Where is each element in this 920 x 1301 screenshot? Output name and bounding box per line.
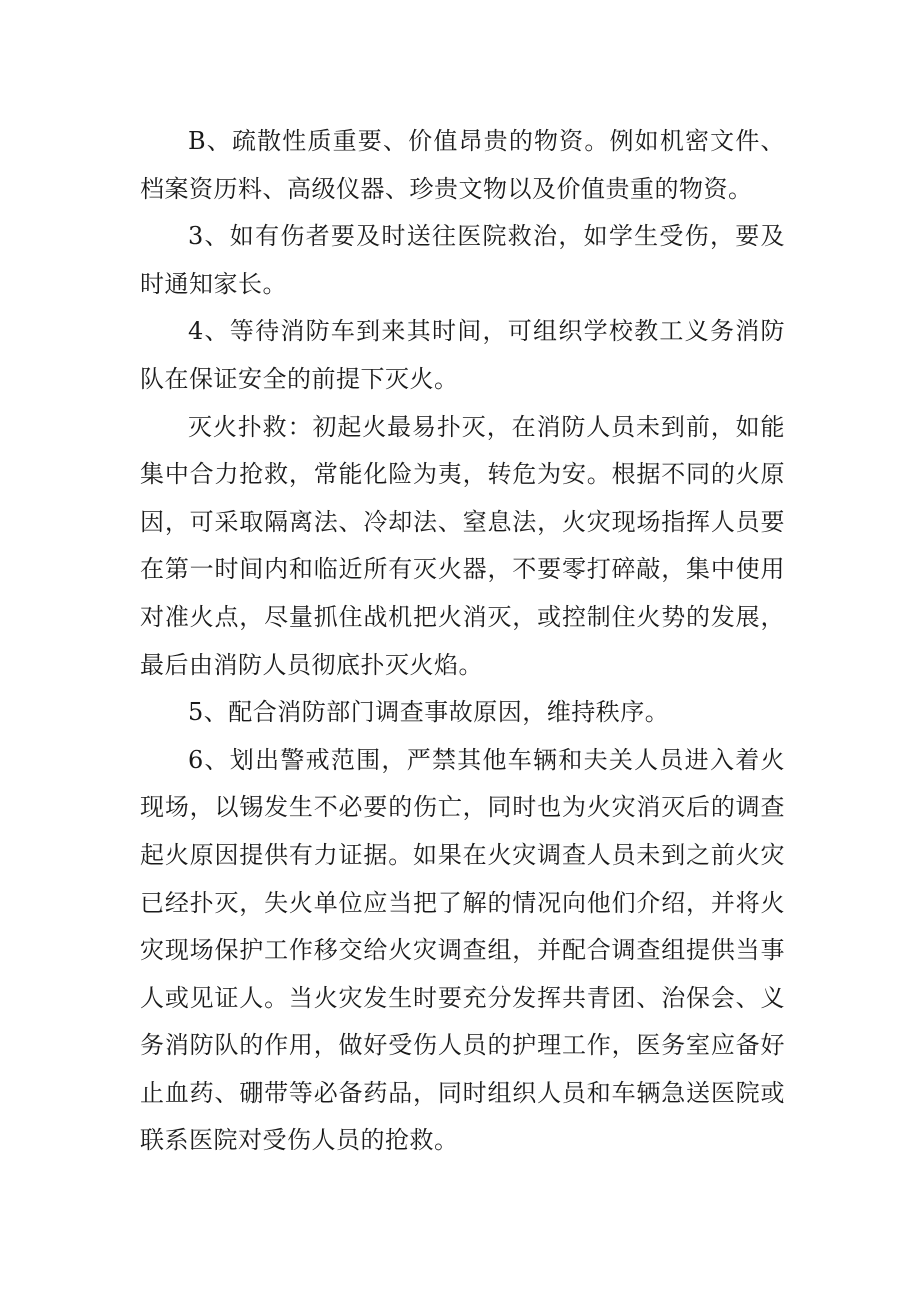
paragraph-treat-injured: 3、如有伤者要及时送往医院救治，如学生受伤，要及时通知家长。 (140, 222, 785, 298)
paragraph-fire-fighting: 灭火扑救：初起火最易扑灭，在消防人员未到前，如能集中合力抢救，常能化险为夷，转危为安。根据不同的火原因，可采取隔离法、冷却法、窒息法，火灾现场指挥人员要在第一时间内和临近所有灭火器，不要零打碎敲，集中使用对准火点，尽量抓住战机把火消灭，或控制住火势的发展，最后由消防人员彻底扑灭火焰。 (140, 412, 785, 679)
paragraph-evacuate-valuables: B、疏散性质重要、价值昂贵的物资。例如机密文件、档案资历料、高级仪器、珍贵文物以及价值贵重的物资。 (140, 127, 785, 203)
document-body (140, 118, 785, 1165)
paragraph-cordon-area: 6、划出警戒范围，严禁其他车辆和夫关人员进入着火现场，以锡发生不必要的伤亡，同时也为火灾消灭后的调查起火原因提供有力证据。如果在火灾调查人员未到之前火灾已经扑灭，失火单位应当把了解的情况向他们介绍，并将火灾现场保护工作移交给火灾调查组，并配合调查组提供当事人或见证人。当火灾发生时要充分发挥共青团、治保会、义务消防队的作用，做好受伤人员的护理工作，医务室应备好止血药、硼带等必备药品，同时组织人员和车辆急送医院或联系医院对受伤人员的抢救。 (140, 745, 785, 1155)
paragraph-cooperate-investigation: 5、配合消防部门调查事故原因，维持秩序。 (188, 698, 670, 727)
paragraph-await-fire-truck: 4、等待消防车到来其时间，可组织学校教工义务消防队在保证安全的前提下灭火。 (140, 317, 785, 393)
